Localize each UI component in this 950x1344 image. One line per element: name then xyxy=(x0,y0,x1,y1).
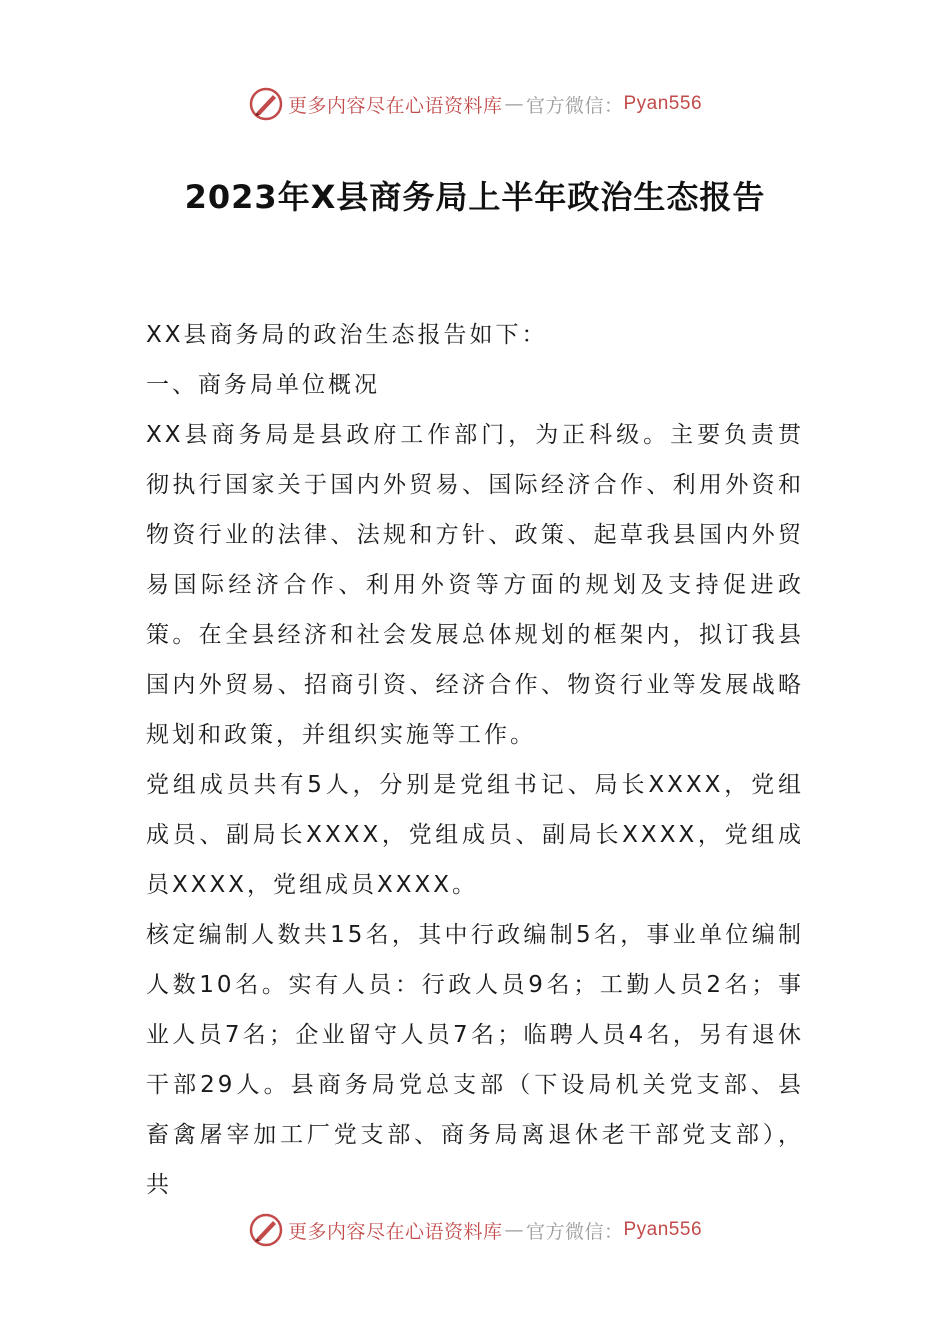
paragraph: XX县商务局的政治生态报告如下： xyxy=(146,322,548,348)
document-title: 2023年X县商务局上半年政治生态报告 xyxy=(184,178,766,216)
document-body xyxy=(146,310,804,1210)
watermark-id: Pyan556 xyxy=(623,1219,703,1240)
watermark-main-text: 更多内容尽在心语资料库 xyxy=(287,1220,503,1243)
watermark-separator: — xyxy=(504,93,524,115)
footer-watermark xyxy=(0,1212,950,1248)
paragraph: 一、商务局单位概况 xyxy=(146,372,380,398)
pen-logo-icon xyxy=(248,1212,284,1248)
header-watermark xyxy=(0,86,950,122)
pen-logo-icon xyxy=(248,86,284,122)
watermark-separator: — xyxy=(504,1219,524,1241)
watermark-main-text: 更多内容尽在心语资料库 xyxy=(287,94,503,117)
paragraph: 党组成员共有5人，分别是党组书记、局长XXXX，党组成员、副局长XXXX，党组成员、副局长XXXX，党组成员XXXX，党组成员XXXX。 xyxy=(146,772,804,898)
paragraph: 核定编制人数共15名，其中行政编制5名，事业单位编制人数10名。实有人员：行政人员9名；工勤人员2名；事业人员7名；企业留守人员7名；临聘人员4名，另有退休干部29人。县商务局党总支部（下设局机关党支部、县畜禽屠宰加工厂党支部、商务局离退休老干部党支部），共 xyxy=(146,922,804,1198)
paragraph: XX县商务局是县政府工作部门，为正科级。主要负责贯彻执行国家关于国内外贸易、国际经济合作、利用外资和物资行业的法律、法规和方针、政策、起草我县国内外贸易国际经济合作、利用外资等方面的规划及支持促进政策。在全县经济和社会发展总体规划的框架内，拟订我县国内外贸易、招商引资、经济合作、物资行业等发展战略规划和政策，并组织实施等工作。 xyxy=(146,422,804,748)
watermark-label: 官方微信： xyxy=(525,1220,624,1243)
watermark-label: 官方微信： xyxy=(525,94,624,117)
watermark-id: Pyan556 xyxy=(623,93,703,114)
